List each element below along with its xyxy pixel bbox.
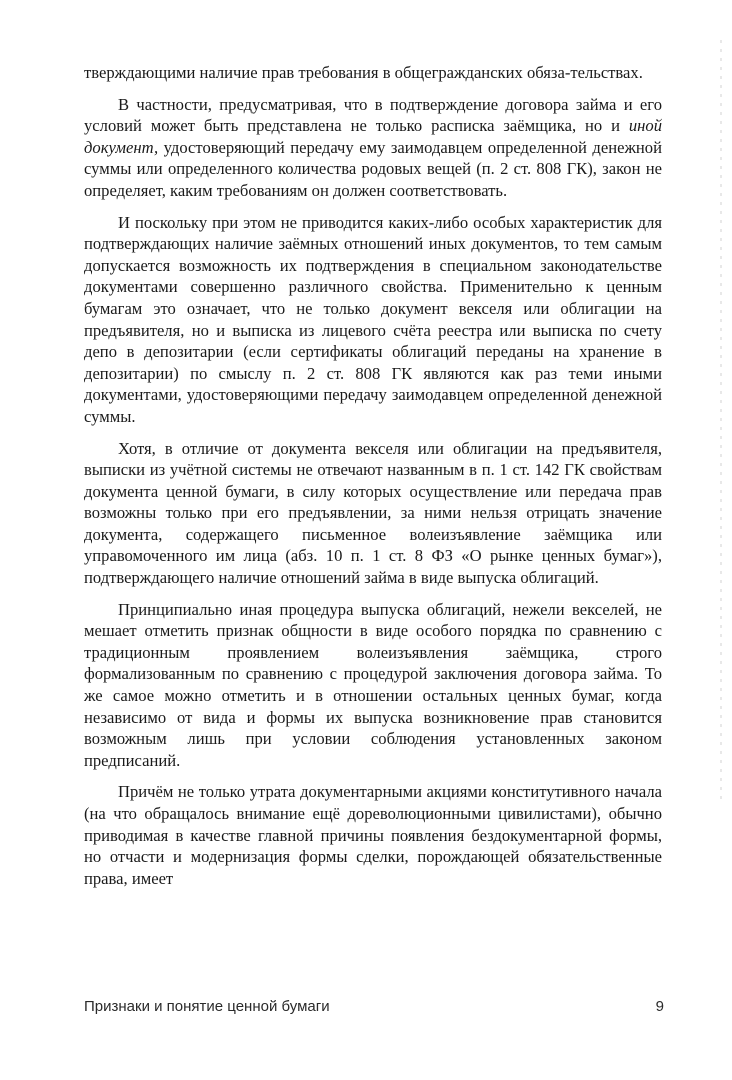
paragraph-account-statements <box>84 438 662 589</box>
text-segment: тверждающими наличие прав требования в общегражданских обяза-тельствах. <box>84 63 643 82</box>
body-text <box>84 62 662 889</box>
text-segment: В частности, предусматривая, что в подтверждение договора займа и его условий может быть представлена не только расписка заёмщика, но и <box>84 94 662 136</box>
paragraph-loan-document <box>84 94 662 202</box>
running-title: Признаки и понятие ценной бумаги <box>84 998 330 1015</box>
text-segment: удостоверяющий передачу ему заимодавцем определенной денежной суммы или определенного количества родовых вещей (п. 2 ст. 808 ГК), закон не определяет, каким требованиям он должен соответствовать. <box>84 137 662 200</box>
page-number: 9 <box>655 998 664 1015</box>
scan-edge-artifact <box>720 40 722 800</box>
text-segment: Хотя, в отличие от документа векселя или облигации на предъявителя, выписки из учётной системы не отвечают названным в п. 1 ст. 142 ГК свойствам документа ценной бумаги, в силу которых осуществление или передача прав возможны только при его предъявлении, за ними нельзя отрицать значение документа, содержащего письменное волеизъявление заёмщика или управомоченного им лица (абз. 10 п. 1 ст. 8 ФЗ «О рынке ценных бумаг»), подтверждающего наличие отношений займа в виде выпуска облигаций. <box>84 438 662 588</box>
paragraph-paperless-form <box>84 781 662 889</box>
paragraph-other-documents <box>84 212 662 428</box>
paragraph-bond-issue-procedure <box>84 599 662 772</box>
paragraph-continuation <box>84 62 662 84</box>
text-segment: Причём не только утрата документарными акциями конститутивного начала (на что обращалось внимание ещё дореволюционными цивилистами), обычно приводимая в качестве главной причины появления бездокументарной формы, но отчасти и модернизация формы сделки, порождающей обязательственные права, имеет <box>84 782 662 888</box>
text-segment: Принципиально иная процедура выпуска облигаций, нежели векселей, не мешает отметить признак общности в виде особого порядка по сравнению с традиционным проявлением волеизъявления заёмщика, строго формализованным по сравнению с процедурой заключения договора займа. То же самое можно отметить и в отношении остальных ценных бумаг, когда независимо от вида и формы их выпуска возникновение прав становится возможным лишь при условии соблюдения установленных законом предписаний. <box>84 599 662 770</box>
italic-text-segment: иной документ, <box>84 116 662 157</box>
text-segment: И поскольку при этом не приводится каких-либо особых характеристик для подтверждающих наличие заёмных отношений иных документов, то тем самым допускается возможность их подтверждения в специальном законодательстве документами совершенно различного свойства. Применительно к ценным бумагам это означает, что не только документ векселя или облигации на предъявителя, но и выписка из лицевого счёта реестра или выписка по счету депо в депозитарии (если сертификаты облигаций переданы на хранение в депозитарии) по смыслу п. 2 ст. 808 ГК являются как раз теми иными документами, удостоверяющими передачу заимодавцем определенной денежной суммы. <box>84 212 662 426</box>
page-footer <box>84 998 664 1020</box>
